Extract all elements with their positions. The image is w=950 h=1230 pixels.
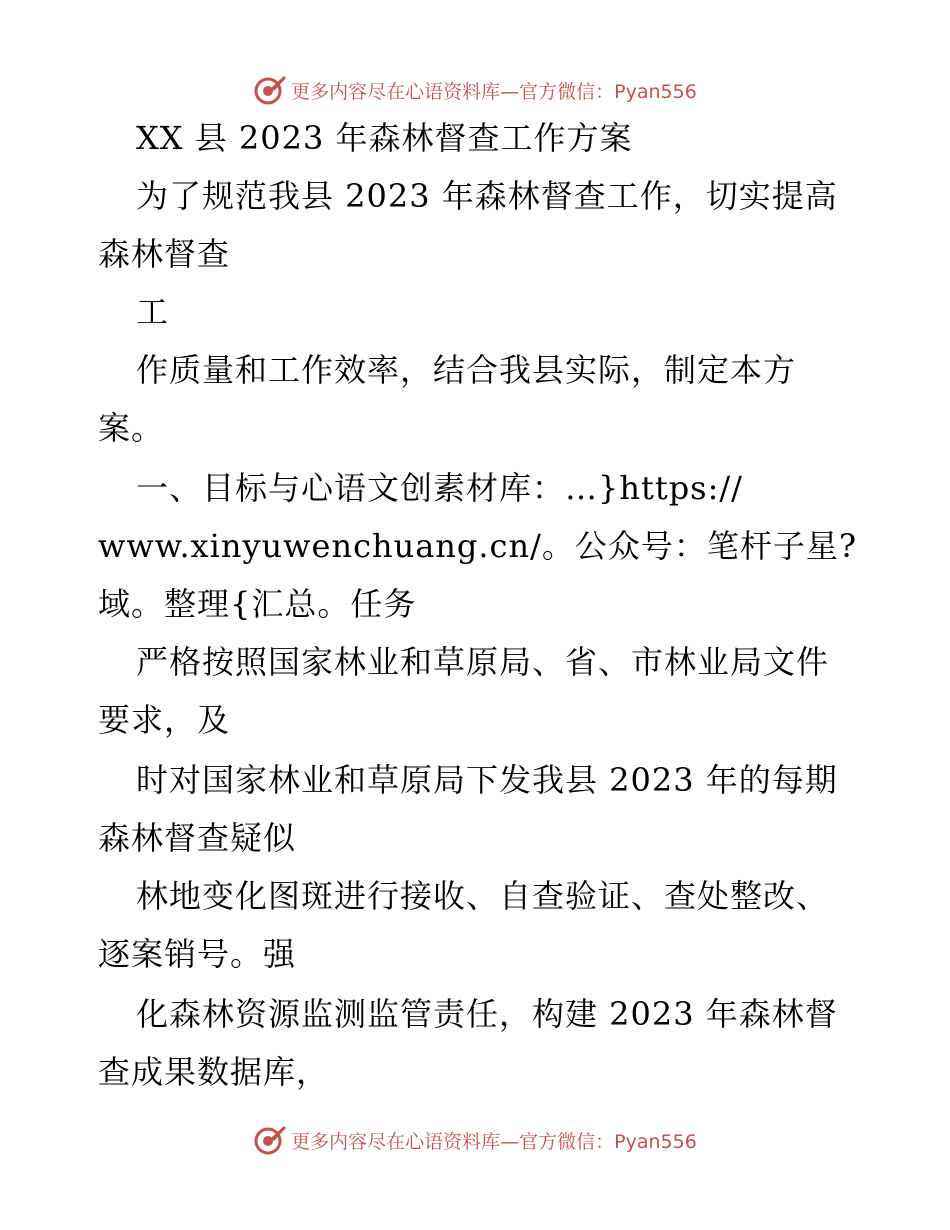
pen-nib-logo-icon — [253, 73, 287, 107]
paragraph-line: 时对国家林业和草原局下发我县 2023 年的每期 — [136, 761, 838, 799]
paragraph-line: 林地变化图斑进行接收、自查验证、查处整改、 — [136, 877, 830, 915]
paragraph-line: 为了规范我县 2023 年森林督查工作，切实提高 — [136, 177, 838, 215]
footer-banner — [0, 1120, 950, 1160]
paragraph-line: 工 — [136, 293, 170, 331]
paragraph-line: 逐案销号。强 — [98, 935, 297, 973]
paragraph-line: 森林督查 — [98, 235, 231, 273]
paragraph-line: 严格按照国家林业和草原局、省、市林业局文件 — [136, 643, 830, 681]
paragraph-line: 查成果数据库， — [98, 1053, 330, 1091]
paragraph-line: 案。 — [98, 409, 165, 447]
pen-nib-logo-icon — [253, 1123, 287, 1157]
paragraph-line: 作质量和工作效率，结合我县实际，制定本方 — [136, 351, 797, 389]
section-heading: 一、目标与心语文创素材库：…}https:// — [136, 469, 743, 507]
paragraph-line: 域。整理{汇总。任务 — [98, 585, 417, 623]
document-title: XX 县 2023 年森林督查工作方案 — [136, 119, 633, 157]
paragraph-line: 要求，及 — [98, 701, 231, 739]
banner-text: 更多内容尽在心语资料库—官方微信：Pyan556 — [291, 80, 697, 103]
banner-text: 更多内容尽在心语资料库—官方微信：Pyan556 — [291, 1130, 697, 1153]
paragraph-line: www.xinyuwenchuang.cn/。公众号：笔杆子星? — [98, 527, 858, 565]
paragraph-line: 森林督查疑似 — [98, 819, 297, 857]
paragraph-line: 化森林资源监测监管责任，构建 2023 年森林督 — [136, 995, 838, 1033]
header-banner — [0, 70, 950, 110]
